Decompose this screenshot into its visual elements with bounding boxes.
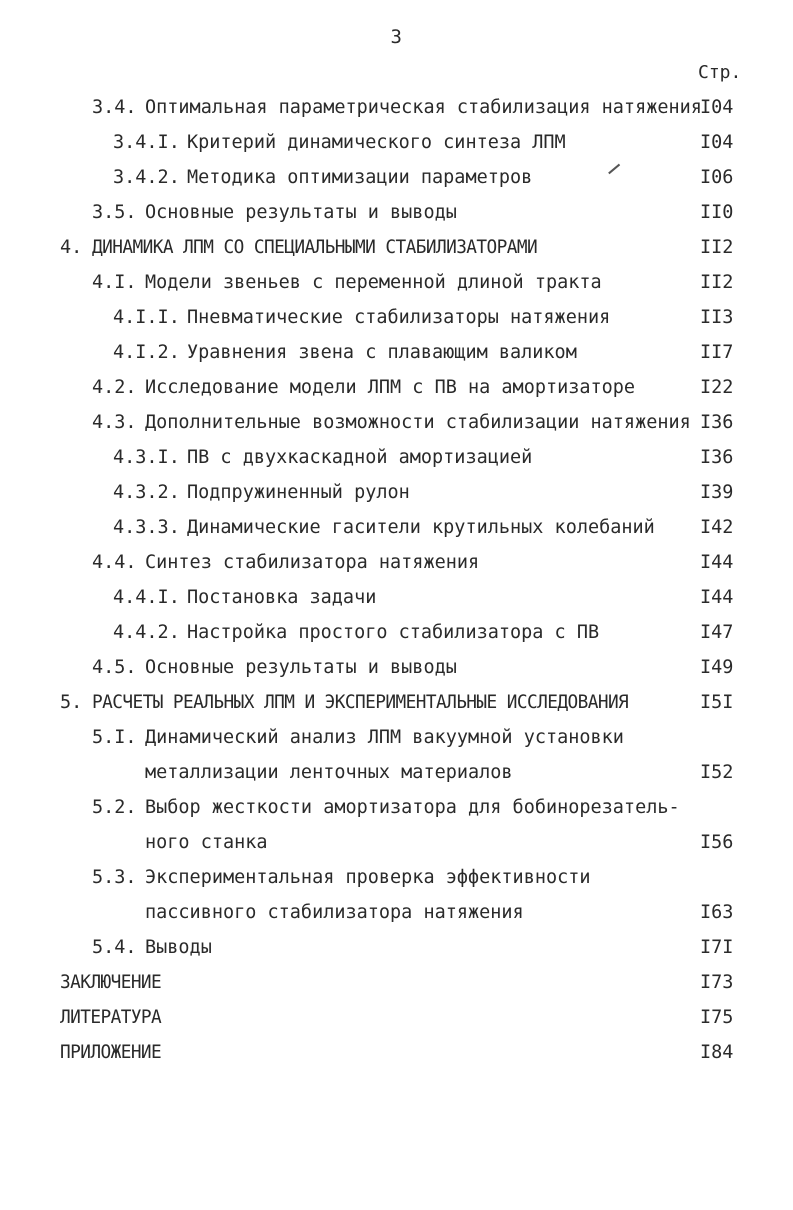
toc-entry	[0, 475, 793, 510]
table-of-contents	[0, 90, 793, 1070]
toc-entry-page: I52	[700, 762, 734, 783]
toc-entry	[0, 300, 793, 335]
toc-entry-number: 4.2.	[92, 377, 137, 398]
toc-entry-title: ПВ с двухкаскадной амортизацией	[187, 447, 533, 468]
toc-entry-number: 4.5.	[92, 657, 137, 678]
toc-entry-title: пассивного стабилизатора натяжения	[145, 902, 524, 923]
toc-entry-number: 4.	[60, 237, 83, 258]
toc-entry-page: I06	[700, 167, 734, 188]
toc-entry	[0, 580, 793, 615]
toc-entry	[0, 755, 793, 790]
toc-entry-page: I7I	[700, 937, 734, 958]
toc-entry-page: I56	[700, 832, 734, 853]
toc-entry-title: Синтез стабилизатора натяжения	[145, 552, 480, 573]
toc-entry-page: I22	[700, 377, 734, 398]
toc-entry-number: 4.4.	[92, 552, 137, 573]
toc-entry	[0, 545, 793, 580]
toc-entry-page: I04	[700, 132, 734, 153]
toc-entry-title: Критерий динамического синтеза ЛПМ	[187, 132, 566, 153]
toc-entry	[0, 965, 793, 1000]
toc-entry	[0, 930, 793, 965]
page-number: 3	[390, 26, 403, 48]
toc-entry-title: ПРИЛОЖЕНИЕ	[60, 1042, 162, 1063]
toc-entry-number: 5.2.	[92, 797, 137, 818]
toc-entry-title: Основные результаты и выводы	[145, 657, 457, 678]
toc-entry	[0, 440, 793, 475]
toc-entry	[0, 230, 793, 265]
toc-entry-title: РАСЧЕТЫ РЕАЛЬНЫХ ЛПМ И ЭКСПЕРИМЕНТАЛЬНЫЕ ИССЛЕДОВАНИЯ	[92, 692, 629, 713]
toc-entry-number: 3.4.	[92, 97, 137, 118]
toc-entry-title: Дополнительные возможности стабилизации натяжения	[145, 412, 691, 433]
toc-entry-number: 4.3.I.	[113, 447, 180, 468]
toc-entry-title: Настройка простого стабилизатора с ПВ	[187, 622, 600, 643]
toc-entry-title: Выбор жесткости амортизатора для бобинорезатель-	[145, 797, 680, 818]
toc-entry-page: II7	[700, 342, 734, 363]
toc-entry	[0, 405, 793, 440]
toc-entry	[0, 160, 793, 195]
toc-entry-number: 4.I.	[92, 272, 137, 293]
toc-entry-page: I44	[700, 587, 734, 608]
toc-entry-number: 3.5.	[92, 202, 137, 223]
toc-entry-page: II2	[700, 272, 734, 293]
toc-entry-page: I49	[700, 657, 734, 678]
toc-entry	[0, 860, 793, 895]
toc-entry-page: II3	[700, 307, 734, 328]
toc-entry-title: металлизации ленточных материалов	[145, 762, 513, 783]
toc-entry-page: I04	[700, 97, 734, 118]
toc-entry-title: Модели звеньев с переменной длиной тракта	[145, 272, 602, 293]
toc-entry-number: 4.I.2.	[113, 342, 180, 363]
toc-entry	[0, 370, 793, 405]
toc-entry-page: I84	[700, 1042, 734, 1063]
toc-entry	[0, 1000, 793, 1035]
toc-entry-page: I36	[700, 447, 734, 468]
toc-entry	[0, 685, 793, 720]
toc-entry	[0, 790, 793, 825]
toc-entry-number: 4.I.I.	[113, 307, 180, 328]
toc-entry-title: Выводы	[145, 937, 212, 958]
page-column-header: Стр.	[698, 62, 742, 83]
toc-entry	[0, 90, 793, 125]
toc-entry-page: I42	[700, 517, 734, 538]
toc-entry	[0, 825, 793, 860]
toc-entry	[0, 895, 793, 930]
toc-entry-page: II0	[700, 202, 734, 223]
toc-entry	[0, 720, 793, 755]
toc-entry-number: 3.4.2.	[113, 167, 180, 188]
toc-entry-title: Динамические гасители крутильных колебаний	[187, 517, 655, 538]
toc-entry-page: I36	[700, 412, 734, 433]
toc-entry	[0, 1035, 793, 1070]
toc-entry	[0, 195, 793, 230]
toc-entry-title: ДИНАМИКА ЛПМ СО СПЕЦИАЛЬНЫМИ СТАБИЛИЗАТОРАМИ	[92, 237, 538, 258]
toc-entry-number: 4.3.2.	[113, 482, 180, 503]
toc-entry-title: Оптимальная параметрическая стабилизация натяжения	[145, 97, 702, 118]
toc-entry-title: Основные результаты и выводы	[145, 202, 457, 223]
toc-entry	[0, 125, 793, 160]
toc-entry-number: 5.	[60, 692, 83, 713]
toc-entry-title: Постановка задачи	[187, 587, 377, 608]
toc-entry-number: 4.4.2.	[113, 622, 180, 643]
toc-entry-title: ЗАКЛЮЧЕНИЕ	[60, 972, 162, 993]
toc-entry-number: 5.3.	[92, 867, 137, 888]
toc-entry-number: 5.4.	[92, 937, 137, 958]
toc-entry-title: Динамический анализ ЛПМ вакуумной установки	[145, 727, 624, 748]
toc-entry-page: I73	[700, 972, 734, 993]
toc-entry	[0, 615, 793, 650]
toc-entry-title: Пневматические стабилизаторы натяжения	[187, 307, 611, 328]
toc-entry	[0, 265, 793, 300]
toc-entry-title: Экспериментальная проверка эффективности	[145, 867, 591, 888]
toc-entry-page: II2	[700, 237, 734, 258]
toc-entry-number: 4.3.3.	[113, 517, 180, 538]
toc-entry-page: I44	[700, 552, 734, 573]
toc-entry-page: I75	[700, 1007, 734, 1028]
toc-entry-title: Методика оптимизации параметров	[187, 167, 533, 188]
toc-entry-page: I39	[700, 482, 734, 503]
toc-entry-page: I63	[700, 902, 734, 923]
toc-entry-number: 3.4.I.	[113, 132, 180, 153]
toc-entry-number: 4.3.	[92, 412, 137, 433]
toc-entry-number: 4.4.I.	[113, 587, 180, 608]
toc-entry	[0, 510, 793, 545]
toc-entry-title: Уравнения звена с плавающим валиком	[187, 342, 577, 363]
toc-entry-title: Подпружиненный рулон	[187, 482, 410, 503]
toc-entry-number: 5.I.	[92, 727, 137, 748]
toc-entry-title: ного станка	[145, 832, 268, 853]
toc-entry	[0, 335, 793, 370]
toc-entry-page: I5I	[700, 692, 734, 713]
toc-entry-title: Исследование модели ЛПМ с ПВ на амортизаторе	[145, 377, 636, 398]
toc-entry-page: I47	[700, 622, 734, 643]
toc-entry-title: ЛИТЕРАТУРА	[60, 1007, 162, 1028]
toc-entry	[0, 650, 793, 685]
